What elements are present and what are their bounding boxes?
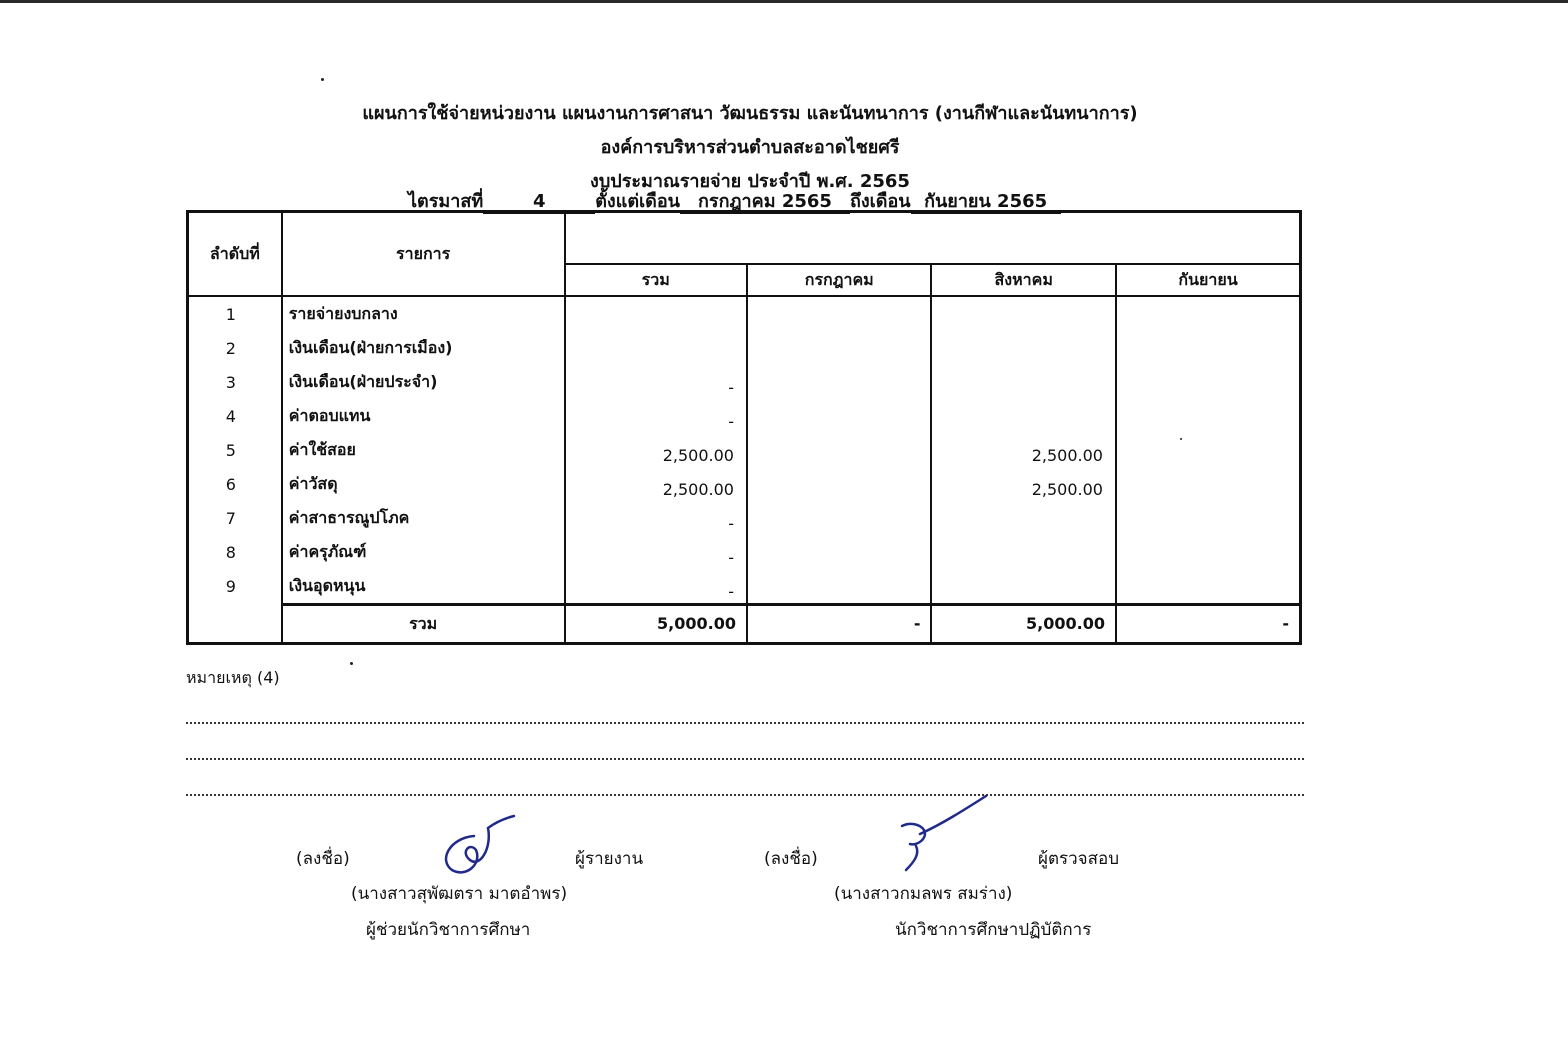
header-total: รวม	[565, 264, 747, 296]
header-month-1: กรกฎาคม	[747, 264, 931, 296]
row-no: 8	[188, 535, 282, 569]
row-month-1	[747, 501, 931, 535]
row-month-1	[747, 365, 931, 399]
row-no: 6	[188, 467, 282, 501]
quarter-label: ไตรมาสที่	[408, 191, 484, 212]
from-label: ตั้งแต่เดือน	[595, 191, 680, 212]
row-month-3	[1116, 535, 1301, 569]
row-total: -	[565, 535, 747, 569]
row-total: 2,500.00	[565, 433, 747, 467]
row-month-1	[747, 433, 931, 467]
row-month-1	[747, 535, 931, 569]
row-month-2: 2,500.00	[931, 433, 1115, 467]
row-total	[565, 331, 747, 365]
row-no: 9	[188, 569, 282, 605]
to-label: ถึงเดือน	[849, 191, 911, 212]
table-row	[188, 296, 1301, 331]
speck	[321, 78, 324, 81]
organization-name: องค์การบริหารส่วนตำบลสะอาดไชยศรี	[600, 137, 900, 158]
row-item: ค่าครุภัณฑ์	[282, 535, 565, 569]
row-no: 1	[188, 296, 282, 331]
table-row	[188, 535, 1301, 569]
row-item: เงินอุดหนุน	[282, 569, 565, 605]
row-item: ค่าสาธารณูปโภค	[282, 501, 565, 535]
row-month-3	[1116, 433, 1301, 467]
left-signer-position: ผู้ช่วยนักวิชาการศึกษา	[366, 920, 531, 940]
row-month-1	[747, 296, 931, 331]
row-total: 2,500.00	[565, 467, 747, 501]
budget-year: งบประมาณรายจ่าย ประจำปี พ.ศ. 2565	[590, 171, 910, 192]
row-month-1	[747, 467, 931, 501]
header-month-3: กันยายน	[1116, 264, 1301, 296]
row-total: -	[565, 569, 747, 605]
remarks-line	[186, 738, 1304, 760]
total-month-2: 5,000.00	[931, 605, 1115, 644]
row-item: ค่าใช้สอย	[282, 433, 565, 467]
row-item: ค่าตอบแทน	[282, 399, 565, 433]
row-item: เงินเดือน(ฝ่ายการเมือง)	[282, 331, 565, 365]
row-total: -	[565, 399, 747, 433]
remarks-line	[186, 774, 1304, 796]
row-month-1	[747, 399, 931, 433]
row-month-1	[747, 569, 931, 605]
row-month-2	[931, 296, 1115, 331]
table-row	[188, 365, 1301, 399]
total-row	[188, 605, 1301, 644]
row-month-2	[931, 501, 1115, 535]
right-sign-label: (ลงชื่อ)	[764, 849, 818, 869]
row-no: 2	[188, 331, 282, 365]
row-no: 4	[188, 399, 282, 433]
table-row	[188, 467, 1301, 501]
header-no: ลำดับที่	[188, 212, 282, 297]
row-total	[565, 296, 747, 331]
to-value: กันยายน 2565	[911, 191, 1061, 214]
row-month-3	[1116, 365, 1301, 399]
table-row	[188, 399, 1301, 433]
row-total: -	[565, 365, 747, 399]
left-role: ผู้รายงาน	[575, 849, 644, 869]
row-item: เงินเดือน(ฝ่ายประจำ)	[282, 365, 565, 399]
row-month-3	[1116, 399, 1301, 433]
remarks-label: หมายเหตุ (4)	[186, 668, 280, 687]
row-month-2	[931, 569, 1115, 605]
right-role: ผู้ตรวจสอบ	[1038, 849, 1120, 869]
row-total: -	[565, 501, 747, 535]
header-group	[565, 212, 1301, 265]
row-month-3	[1116, 467, 1301, 501]
row-no: 3	[188, 365, 282, 399]
header-month-2: สิงหาคม	[931, 264, 1115, 296]
left-sign-label: (ลงชื่อ)	[296, 849, 350, 869]
header-item: รายการ	[282, 212, 565, 297]
speck	[350, 662, 353, 665]
total-month-3: -	[1116, 605, 1301, 644]
row-item: ค่าวัสดุ	[282, 467, 565, 501]
quarter-value: 4	[483, 191, 595, 214]
right-signature	[880, 790, 1000, 880]
row-month-2	[931, 535, 1115, 569]
from-value: กรกฎาคม 2565	[680, 191, 850, 214]
row-month-3	[1116, 501, 1301, 535]
table-row	[188, 331, 1301, 365]
table-row	[188, 433, 1301, 467]
left-signature	[430, 808, 530, 878]
row-month-3	[1116, 569, 1301, 605]
row-month-2	[931, 331, 1115, 365]
document-title: แผนการใช้จ่ายหน่วยงาน แผนงานการศาสนา วัฒนธรรม และนันทนาการ (งานกีฬาและนันทนาการ)	[362, 103, 1138, 124]
row-month-1	[747, 331, 931, 365]
total-label: รวม	[282, 605, 565, 644]
right-signer-name: (นางสาวกมลพร สมร่าง)	[834, 884, 1013, 904]
row-item: รายจ่ายงบกลาง	[282, 296, 565, 331]
row-no: 7	[188, 501, 282, 535]
right-signer-position: นักวิชาการศึกษาปฏิบัติการ	[895, 920, 1092, 940]
table-row	[188, 501, 1301, 535]
total-sum: 5,000.00	[565, 605, 747, 644]
page-top-edge	[0, 0, 1568, 3]
table-row	[188, 569, 1301, 605]
total-month-1: -	[747, 605, 931, 644]
row-month-2: 2,500.00	[931, 467, 1115, 501]
remarks-line	[186, 702, 1304, 724]
row-month-3	[1116, 331, 1301, 365]
row-month-2	[931, 399, 1115, 433]
left-signer-name: (นางสาวสุพัฒตรา มาตอำพร)	[351, 884, 568, 904]
row-no: 5	[188, 433, 282, 467]
total-row-no	[188, 605, 282, 644]
budget-table	[186, 210, 1302, 645]
row-month-3	[1116, 296, 1301, 331]
row-month-2	[931, 365, 1115, 399]
